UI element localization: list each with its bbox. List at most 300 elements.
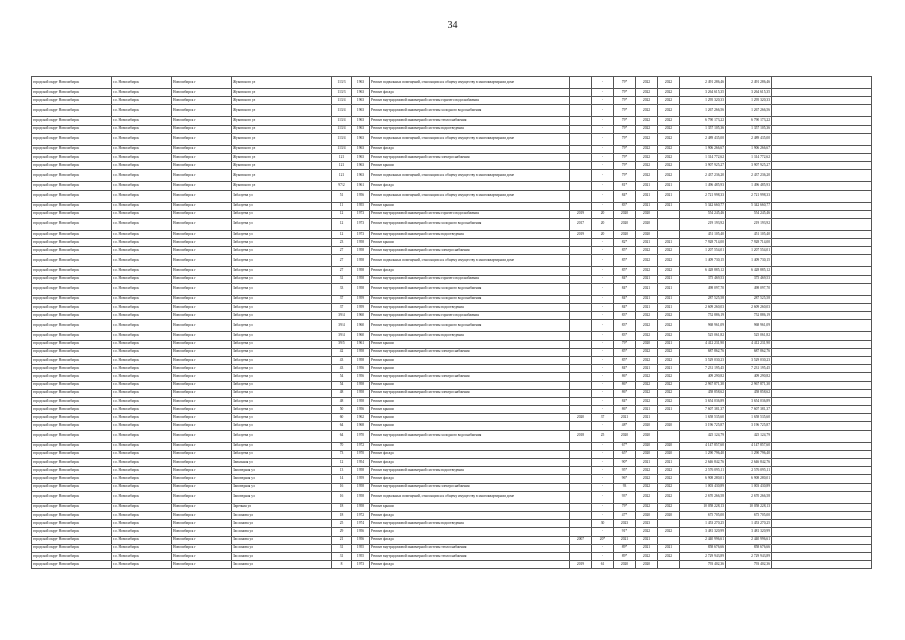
table-row: [32, 414, 872, 422]
end-year-cell: 2021: [658, 182, 680, 190]
col-b-cell: -: [592, 77, 614, 89]
col-c-cell: 85*: [614, 267, 636, 275]
house-number-cell: 27: [332, 255, 352, 267]
end-year-cell: 2021: [658, 283, 680, 295]
col-a-cell: [570, 97, 592, 105]
work-type-cell: Ремонт внутридомовой инженерной системы электроснабжения: [370, 373, 570, 381]
street-cell: Забалуева ул: [232, 348, 332, 356]
build-year-cell: 1958: [352, 255, 370, 267]
municipality-cell: г.о. Новосибирск: [112, 422, 172, 430]
street-cell: Заповедная ул: [232, 483, 332, 491]
col-a-cell: [570, 373, 592, 381]
fund-cost-cell: 3 907 925,27: [726, 162, 772, 170]
col-c-cell: 83*: [614, 202, 636, 210]
start-year-cell: 2020: [636, 442, 658, 450]
city-cell: Новосибирск г: [172, 190, 232, 202]
municipality-cell: г.о. Новосибирск: [112, 552, 172, 560]
empty-cell: [772, 133, 872, 145]
district-cell: городской округ Новосибирск: [32, 528, 112, 536]
end-year-cell: [658, 430, 680, 442]
col-a-cell: [570, 552, 592, 560]
municipality-cell: г.о. Новосибирск: [112, 247, 172, 255]
city-cell: Новосибирск г: [172, 528, 232, 536]
col-a-cell: [570, 528, 592, 536]
build-year-cell: 1960: [352, 312, 370, 320]
district-cell: городской округ Новосибирск: [32, 182, 112, 190]
empty-cell: [772, 483, 872, 491]
street-cell: Жуковского ул: [232, 125, 332, 133]
col-b-cell: -: [592, 170, 614, 182]
start-year-cell: 2022: [636, 475, 658, 483]
fund-cost-cell: 425 124,79: [726, 430, 772, 442]
district-cell: городской округ Новосибирск: [32, 117, 112, 125]
fund-cost-cell: 6 428 885,12: [726, 267, 772, 275]
street-cell: Забалуева ул: [232, 230, 332, 238]
col-b-cell: -: [592, 397, 614, 405]
total-cost-cell: 425 124,79: [680, 430, 726, 442]
municipality-cell: г.о. Новосибирск: [112, 511, 172, 519]
district-cell: городской округ Новосибирск: [32, 283, 112, 295]
total-cost-cell: 6 428 885,12: [680, 267, 726, 275]
start-year-cell: 2022: [636, 145, 658, 153]
fund-cost-cell: 409 290,82: [726, 373, 772, 381]
col-a-cell: [570, 544, 592, 552]
end-year-cell: [658, 414, 680, 422]
street-cell: Забалуева ул: [232, 365, 332, 373]
municipality-cell: г.о. Новосибирск: [112, 365, 172, 373]
city-cell: Новосибирск г: [172, 459, 232, 467]
build-year-cell: 1955: [352, 544, 370, 552]
col-c-cell: 84*: [614, 304, 636, 312]
table-row: [32, 430, 872, 442]
start-year-cell: 2022: [636, 133, 658, 145]
end-year-cell: 2022: [658, 247, 680, 255]
table-row: [32, 267, 872, 275]
table-row: [32, 230, 872, 238]
city-cell: Новосибирск г: [172, 381, 232, 389]
col-a-cell: [570, 162, 592, 170]
build-year-cell: 1956: [352, 190, 370, 202]
fund-cost-cell: 3 264 615,35: [726, 89, 772, 97]
col-b-cell: -: [592, 190, 614, 202]
col-b-cell: -: [592, 202, 614, 210]
street-cell: Жуковского ул: [232, 170, 332, 182]
table-row: [32, 536, 872, 544]
table-row: [32, 459, 872, 467]
col-a-cell: [570, 459, 592, 467]
col-c-cell: 86*: [614, 389, 636, 397]
start-year-cell: 2022: [636, 255, 658, 267]
empty-cell: [772, 218, 872, 230]
street-cell: Забалуева ул: [232, 275, 332, 283]
end-year-cell: 2022: [658, 491, 680, 503]
col-c-cell: 79*: [614, 503, 636, 511]
total-cost-cell: 1 295 320,33: [680, 97, 726, 105]
col-a-cell: 2017: [570, 218, 592, 230]
municipality-cell: г.о. Новосибирск: [112, 162, 172, 170]
col-b-cell: -: [592, 89, 614, 97]
work-type-cell: Ремонт внутридомовой инженерной системы водоотведения: [370, 467, 570, 475]
fund-cost-cell: 1 207 554,01: [726, 247, 772, 255]
end-year-cell: 2022: [658, 467, 680, 475]
total-cost-cell: 1 906 266,67: [680, 145, 726, 153]
fund-cost-cell: 287 525,58: [726, 295, 772, 303]
end-year-cell: 2020: [658, 511, 680, 519]
work-type-cell: Ремонт внутридомовой инженерной системы холодного водоснабжения: [370, 283, 570, 295]
col-c-cell: 65*: [614, 450, 636, 458]
district-cell: городской округ Новосибирск: [32, 491, 112, 503]
house-number-cell: 113/4: [332, 97, 352, 105]
col-c-cell: 86*: [614, 373, 636, 381]
empty-cell: [772, 170, 872, 182]
district-cell: городской округ Новосибирск: [32, 520, 112, 528]
district-cell: городской округ Новосибирск: [32, 365, 112, 373]
total-cost-cell: 3 907 925,27: [680, 162, 726, 170]
col-c-cell: 81*: [614, 182, 636, 190]
district-cell: городской округ Новосибирск: [32, 230, 112, 238]
fund-cost-cell: 2 646 842,76: [726, 459, 772, 467]
city-cell: Новосибирск г: [172, 356, 232, 364]
work-type-cell: Ремонт подвальных помещений, относящихся к общему имуществу в многоквартирном доме: [370, 133, 570, 145]
empty-cell: [772, 230, 872, 238]
empty-cell: [772, 561, 872, 569]
col-a-cell: [570, 190, 592, 202]
city-cell: Новосибирск г: [172, 275, 232, 283]
total-cost-cell: 6 790 173,22: [680, 117, 726, 125]
district-cell: городской округ Новосибирск: [32, 459, 112, 467]
fund-cost-cell: 2 967 871,30: [726, 381, 772, 389]
work-type-cell: Ремонт фасада: [370, 182, 570, 190]
work-type-cell: Ремонт внутридомовой инженерной системы водоотведения: [370, 304, 570, 312]
build-year-cell: 1963: [352, 117, 370, 125]
house-number-cell: 113/4: [332, 125, 352, 133]
total-cost-cell: 525 061,82: [680, 332, 726, 340]
work-type-cell: Ремонт фасада: [370, 475, 570, 483]
build-year-cell: 1972: [352, 442, 370, 450]
col-a-cell: [570, 275, 592, 283]
total-cost-cell: 287 525,58: [680, 295, 726, 303]
table-row: [32, 475, 872, 483]
col-c-cell: 84*: [614, 365, 636, 373]
col-a-cell: [570, 170, 592, 182]
city-cell: Новосибирск г: [172, 430, 232, 442]
district-cell: городской округ Новосибирск: [32, 544, 112, 552]
total-cost-cell: 7 231 195,45: [680, 365, 726, 373]
district-cell: городской округ Новосибирск: [32, 218, 112, 230]
end-year-cell: 2020: [658, 442, 680, 450]
city-cell: Новосибирск г: [172, 373, 232, 381]
col-a-cell: [570, 340, 592, 348]
street-cell: Забалуева ул: [232, 332, 332, 340]
col-b-cell: -: [592, 544, 614, 552]
house-number-cell: 29: [332, 528, 352, 536]
col-c-cell: 2023: [614, 520, 636, 528]
end-year-cell: 2022: [658, 373, 680, 381]
total-cost-cell: 3 196 725,87: [680, 422, 726, 430]
col-a-cell: [570, 365, 592, 373]
col-a-cell: [570, 503, 592, 511]
city-cell: Новосибирск г: [172, 125, 232, 133]
city-cell: Новосибирск г: [172, 340, 232, 348]
col-b-cell: -: [592, 320, 614, 332]
total-cost-cell: 2 967 871,30: [680, 381, 726, 389]
col-a-cell: [570, 125, 592, 133]
end-year-cell: [658, 218, 680, 230]
work-type-cell: Ремонт крыши: [370, 356, 570, 364]
empty-cell: [772, 239, 872, 247]
city-cell: Новосибирск г: [172, 247, 232, 255]
municipality-cell: г.о. Новосибирск: [112, 483, 172, 491]
col-c-cell: 2020: [614, 430, 636, 442]
house-number-cell: 14: [332, 475, 352, 483]
total-cost-cell: 858 676,66: [680, 544, 726, 552]
district-cell: городской округ Новосибирск: [32, 89, 112, 97]
col-a-cell: [570, 389, 592, 397]
empty-cell: [772, 544, 872, 552]
street-cell: Забалуева ул: [232, 442, 332, 450]
empty-cell: [772, 89, 872, 97]
street-cell: Заречная ул: [232, 503, 332, 511]
work-type-cell: Ремонт подвальных помещений, относящихся к общему имуществу в многоквартирном доме: [370, 491, 570, 503]
total-cost-cell: 3 481 320,99: [680, 528, 726, 536]
col-b-cell: 30: [592, 520, 614, 528]
col-a-cell: 2020: [570, 414, 592, 422]
end-year-cell: [658, 230, 680, 238]
col-c-cell: 86*: [614, 406, 636, 414]
empty-cell: [772, 503, 872, 511]
start-year-cell: 2022: [636, 247, 658, 255]
end-year-cell: 2022: [658, 153, 680, 161]
house-number-cell: 23: [332, 239, 352, 247]
district-cell: городской округ Новосибирск: [32, 397, 112, 405]
fund-cost-cell: 554 245,46: [726, 210, 772, 218]
total-cost-cell: 1 409 730,15: [680, 255, 726, 267]
col-a-cell: [570, 304, 592, 312]
municipality-cell: г.о. Новосибирск: [112, 520, 172, 528]
start-year-cell: 2022: [636, 332, 658, 340]
total-cost-cell: 675 705,00: [680, 511, 726, 519]
build-year-cell: 1956: [352, 536, 370, 544]
table-row: [32, 442, 872, 450]
street-cell: Забалуева ул: [232, 190, 332, 202]
end-year-cell: 2022: [658, 552, 680, 560]
table-row: [32, 125, 872, 133]
fund-cost-cell: 219 193,92: [726, 218, 772, 230]
total-cost-cell: 2 440 996,61: [680, 536, 726, 544]
fund-cost-cell: 375 469,53: [726, 275, 772, 283]
house-number-cell: 27: [332, 247, 352, 255]
work-type-cell: Ремонт крыши: [370, 381, 570, 389]
total-cost-cell: 1 496 485,93: [680, 182, 726, 190]
end-year-cell: 2020: [658, 450, 680, 458]
municipality-cell: г.о. Новосибирск: [112, 373, 172, 381]
table-row: [32, 162, 872, 170]
house-number-cell: 73: [332, 450, 352, 458]
house-number-cell: 31: [332, 275, 352, 283]
table-row: [32, 397, 872, 405]
end-year-cell: 2022: [658, 133, 680, 145]
street-cell: Заслонова ул: [232, 536, 332, 544]
col-c-cell: 79*: [614, 153, 636, 161]
house-number-cell: 113/4: [332, 117, 352, 125]
table-row: [32, 105, 872, 117]
street-cell: Заповедная ул: [232, 467, 332, 475]
col-b-cell: -: [592, 153, 614, 161]
empty-cell: [772, 406, 872, 414]
city-cell: Новосибирск г: [172, 255, 232, 267]
end-year-cell: 2022: [658, 356, 680, 364]
col-a-cell: [570, 153, 592, 161]
empty-cell: [772, 255, 872, 267]
start-year-cell: 2021: [636, 406, 658, 414]
col-c-cell: 79*: [614, 77, 636, 89]
end-year-cell: 2021: [658, 190, 680, 202]
end-year-cell: 2022: [658, 503, 680, 511]
col-b-cell: -: [592, 105, 614, 117]
municipality-cell: г.о. Новосибирск: [112, 182, 172, 190]
house-number-cell: 54: [332, 381, 352, 389]
build-year-cell: 1963: [352, 153, 370, 161]
col-b-cell: -: [592, 491, 614, 503]
street-cell: Жуковского ул: [232, 105, 332, 117]
end-year-cell: 2022: [658, 162, 680, 170]
fund-cost-cell: 752 886,19: [726, 312, 772, 320]
empty-cell: [772, 312, 872, 320]
end-year-cell: 2021: [658, 295, 680, 303]
start-year-cell: 2022: [636, 105, 658, 117]
end-year-cell: 2022: [658, 105, 680, 117]
end-year-cell: 2021: [658, 340, 680, 348]
col-a-cell: [570, 202, 592, 210]
col-c-cell: 2020: [614, 210, 636, 218]
house-number-cell: 18: [332, 503, 352, 511]
fund-cost-cell: 498 097,70: [726, 283, 772, 295]
fund-cost-cell: 858 676,66: [726, 544, 772, 552]
col-c-cell: 82*: [614, 239, 636, 247]
street-cell: Забалуева ул: [232, 267, 332, 275]
col-b-cell: -: [592, 511, 614, 519]
col-a-cell: [570, 356, 592, 364]
start-year-cell: 2020: [636, 450, 658, 458]
municipality-cell: г.о. Новосибирск: [112, 450, 172, 458]
table-row: [32, 247, 872, 255]
table-row: [32, 255, 872, 267]
end-year-cell: 2022: [658, 145, 680, 153]
total-cost-cell: 1 357 105,36: [680, 125, 726, 133]
work-type-cell: Ремонт крыши: [370, 239, 570, 247]
city-cell: Новосибирск г: [172, 406, 232, 414]
house-number-cell: 39/4: [332, 312, 352, 320]
empty-cell: [772, 304, 872, 312]
empty-cell: [772, 459, 872, 467]
build-year-cell: 1963: [352, 145, 370, 153]
col-c-cell: 84*: [614, 295, 636, 303]
empty-cell: [772, 295, 872, 303]
city-cell: Новосибирск г: [172, 170, 232, 182]
municipality-cell: г.о. Новосибирск: [112, 356, 172, 364]
city-cell: Новосибирск г: [172, 511, 232, 519]
col-a-cell: [570, 332, 592, 340]
table-row: [32, 133, 872, 145]
build-year-cell: 1960: [352, 332, 370, 340]
street-cell: Заслонова ул: [232, 528, 332, 536]
table-row: [32, 97, 872, 105]
empty-cell: [772, 430, 872, 442]
house-number-cell: 25: [332, 520, 352, 528]
district-cell: городской округ Новосибирск: [32, 304, 112, 312]
start-year-cell: 2021: [636, 202, 658, 210]
empty-cell: [772, 381, 872, 389]
house-number-cell: 21: [332, 536, 352, 544]
table-row: [32, 239, 872, 247]
street-cell: Забалуева ул: [232, 210, 332, 218]
city-cell: Новосибирск г: [172, 218, 232, 230]
col-c-cell: 84*: [614, 190, 636, 202]
build-year-cell: 1959: [352, 475, 370, 483]
house-number-cell: 12: [332, 230, 352, 238]
house-number-cell: 43: [332, 365, 352, 373]
table-row: [32, 365, 872, 373]
start-year-cell: 2020: [636, 340, 658, 348]
build-year-cell: 1963: [352, 162, 370, 170]
fund-cost-cell: 1 906 266,67: [726, 145, 772, 153]
empty-cell: [772, 97, 872, 105]
col-c-cell: 85*: [614, 348, 636, 356]
city-cell: Новосибирск г: [172, 162, 232, 170]
start-year-cell: 2020: [636, 511, 658, 519]
col-b-cell: -: [592, 312, 614, 320]
city-cell: Новосибирск г: [172, 283, 232, 295]
street-cell: Заслонова ул: [232, 561, 332, 569]
col-c-cell: 2020: [614, 218, 636, 230]
house-number-cell: 121: [332, 162, 352, 170]
start-year-cell: 2022: [636, 552, 658, 560]
empty-cell: [772, 340, 872, 348]
start-year-cell: 2022: [636, 162, 658, 170]
work-type-cell: Ремонт фасада: [370, 528, 570, 536]
work-type-cell: Ремонт подвальных помещений, относящихся к общему имуществу в многоквартирном доме: [370, 190, 570, 202]
municipality-cell: г.о. Новосибирск: [112, 145, 172, 153]
city-cell: Новосибирск г: [172, 89, 232, 97]
col-c-cell: 48*: [614, 422, 636, 430]
work-type-cell: Ремонт крыши: [370, 162, 570, 170]
col-c-cell: 79*: [614, 340, 636, 348]
build-year-cell: 1961: [352, 182, 370, 190]
total-cost-cell: 2 491 286,46: [680, 77, 726, 89]
fund-cost-cell: 6 790 173,22: [726, 117, 772, 125]
table-row: [32, 561, 872, 569]
house-number-cell: 39/5: [332, 340, 352, 348]
build-year-cell: 1972: [352, 511, 370, 519]
col-c-cell: 93: [614, 483, 636, 491]
empty-cell: [772, 552, 872, 560]
work-type-cell: Ремонт внутридомовой инженерной системы горячего водоснабжения: [370, 97, 570, 105]
district-cell: городской округ Новосибирск: [32, 381, 112, 389]
district-cell: городской округ Новосибирск: [32, 511, 112, 519]
col-c-cell: 79*: [614, 89, 636, 97]
district-cell: городской округ Новосибирск: [32, 162, 112, 170]
district-cell: городской округ Новосибирск: [32, 255, 112, 267]
col-b-cell: -: [592, 442, 614, 450]
city-cell: Новосибирск г: [172, 483, 232, 491]
start-year-cell: 2022: [636, 491, 658, 503]
col-c-cell: 84*: [614, 275, 636, 283]
district-cell: городской округ Новосибирск: [32, 348, 112, 356]
col-b-cell: -: [592, 483, 614, 491]
col-a-cell: [570, 89, 592, 97]
col-a-cell: [570, 283, 592, 295]
empty-cell: [772, 511, 872, 519]
